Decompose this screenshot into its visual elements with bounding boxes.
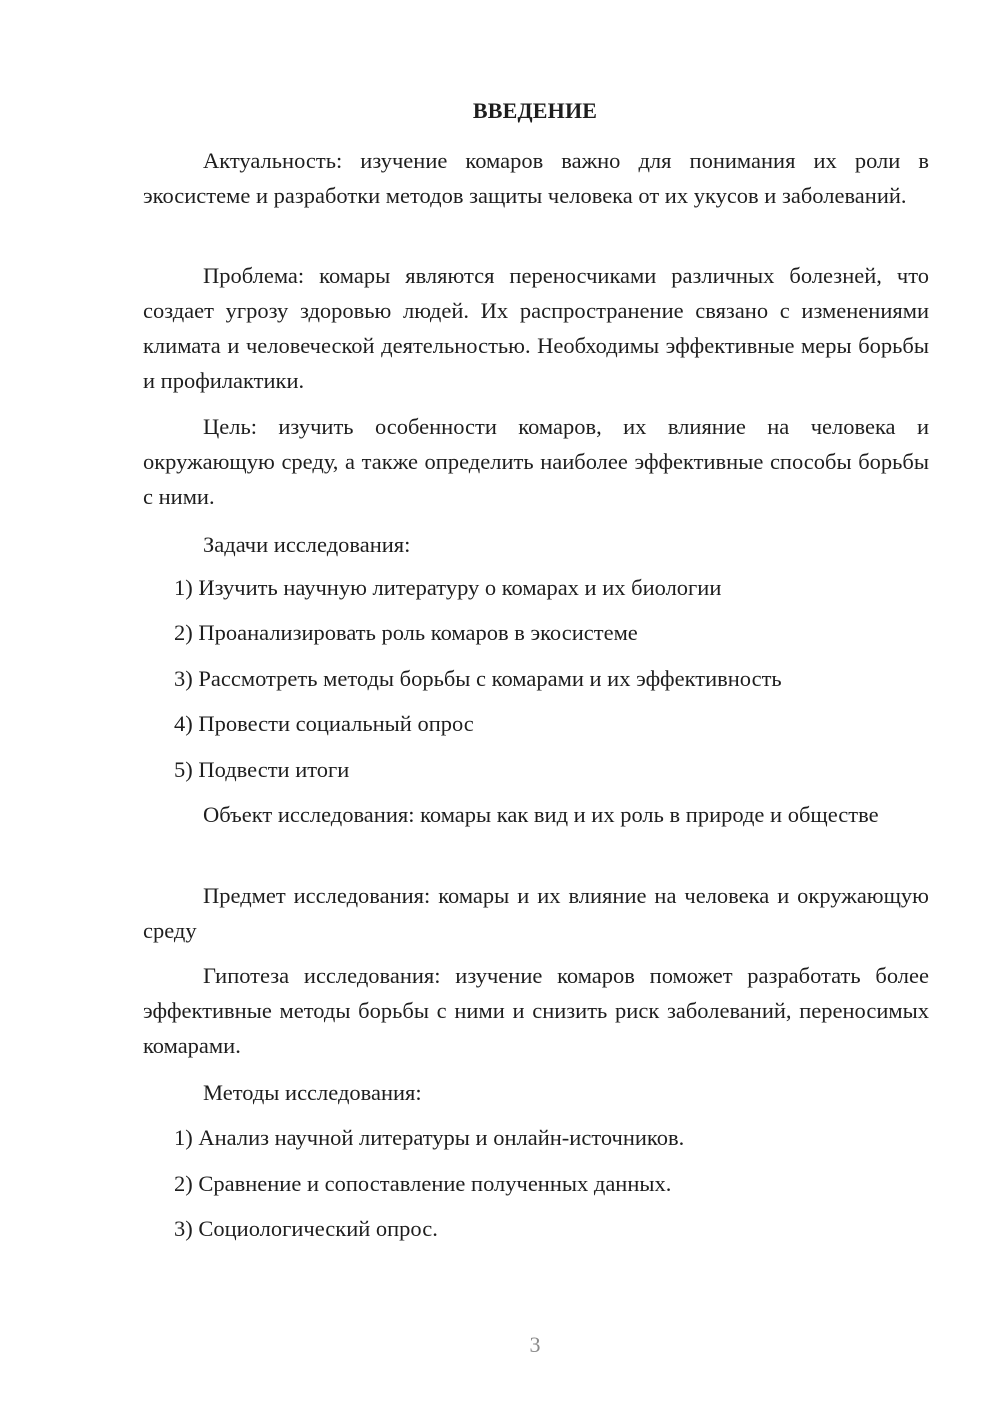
hypothesis-paragraph: Гипотеза исследования: изучение комаров поможет разработать более эффективные методы борьбы с ними и снизить риск заболеваний, переносимых комарами. <box>143 963 929 1058</box>
task-item: 2) Проанализировать роль комаров в экосистеме <box>174 620 638 645</box>
problem-paragraph: Проблема: комары являются переносчиками различных болезней, что создает угрозу здоровью людей. Их распространение связано с изменениями климата и человеческой деятельностью. Необходимы эффективные меры борьбы и профилактики. <box>143 263 929 393</box>
relevance-paragraph: Актуальность: изучение комаров важно для понимания их роли в экосистеме и разработки методов защиты человека от их укусов и заболеваний. <box>143 148 929 208</box>
tasks-heading: Задачи исследования: <box>203 532 411 557</box>
method-item: 2) Сравнение и сопоставление полученных данных. <box>174 1171 672 1196</box>
methods-heading: Методы исследования: <box>203 1080 422 1105</box>
page-title: ВВЕДЕНИЕ <box>472 98 598 123</box>
method-item: 3) Социологический опрос. <box>174 1216 438 1241</box>
method-item: 1) Анализ научной литературы и онлайн-источников. <box>174 1125 685 1150</box>
task-item: 1) Изучить научную литературу о комарах и их биологии <box>174 575 722 600</box>
goal-paragraph: Цель: изучить особенности комаров, их влияние на человека и окружающую среду, а также определить наиболее эффективные способы борьбы с ними. <box>143 414 929 509</box>
subject-paragraph: Предмет исследования: комары и их влияние на человека и окружающую среду <box>143 883 929 943</box>
task-item: 3) Рассмотреть методы борьбы с комарами и их эффективность <box>174 666 782 691</box>
object-paragraph: Объект исследования: комары как вид и их роль в природе и обществе <box>203 802 879 827</box>
task-item: 4) Провести социальный опрос <box>174 711 474 736</box>
page-number: 3 <box>529 1332 541 1357</box>
task-item: 5) Подвести итоги <box>174 757 350 782</box>
